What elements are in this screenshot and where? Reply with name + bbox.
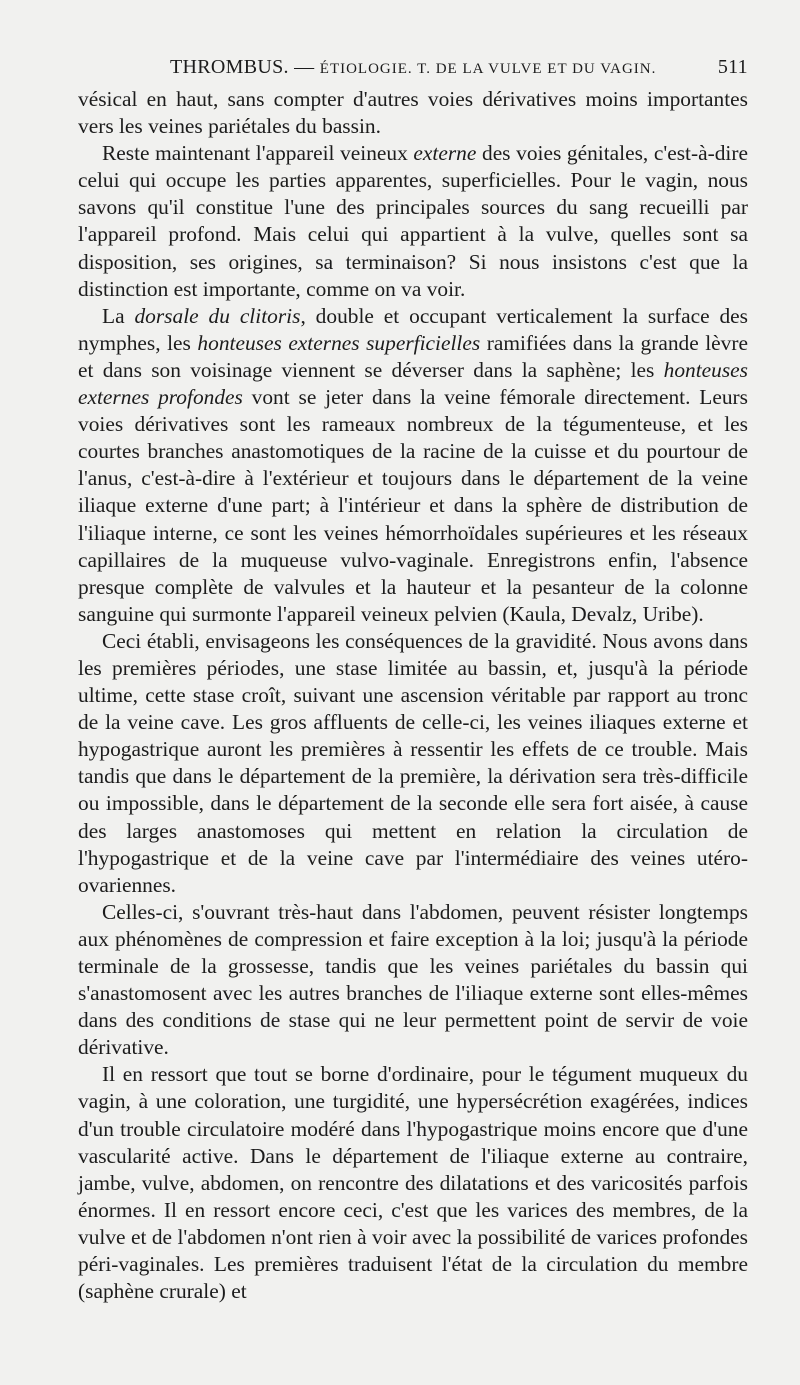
italic-term: dorsale du clitoris bbox=[134, 303, 301, 328]
paragraph bbox=[78, 86, 748, 140]
paragraph bbox=[78, 899, 748, 1062]
running-title-sub: ÉTIOLOGIE. T. DE LA VULVE ET DU VAGIN. bbox=[319, 61, 657, 77]
text-run: La bbox=[102, 303, 135, 328]
text-run: , double et occupant verticalement la surface des nymphes, les bbox=[78, 303, 748, 355]
italic-term: honteuses externes profondes bbox=[78, 357, 748, 410]
text-run: ramifiées dans la grande lèvre et dans son voisinage viennent se déverser dans la saphène; les bbox=[78, 330, 748, 382]
italic-term: honteuses externes superficielles bbox=[197, 330, 481, 355]
paragraph bbox=[78, 1061, 748, 1305]
text-run: Celles-ci, s'ouvrant très-haut dans l'abdomen, peuvent résister longtemps aux phénomènes de compression et faire exception à la loi; jusqu'à la période terminale de la grossesse, tandis que les veines pariétales du bassin qui s'anastomosent avec les autres branches de l'iliaque externe sont elles-mêmes dans des conditions de stase qui ne leur permettent point de servir de voie dérivative. bbox=[78, 899, 748, 1060]
text-run: des voies génitales, c'est-à-dire celui qui occupe les parties apparentes, superficielles. Pour le vagin, nous savons qu'il constitue l'une des principales sources du sang recueilli par l'appareil profond. Mais celui qui appartient à la vulve, quelles sont sa disposition, ses origines, sa terminaison? Si nous insistons c'est que la distinction est importante, comme on va voir. bbox=[78, 141, 748, 301]
italic-term: externe bbox=[413, 141, 477, 166]
text-run: vésical en haut, sans compter d'autres voies dérivatives moins importantes vers les veines pariétales du bassin. bbox=[78, 87, 748, 139]
running-title-dash: — bbox=[294, 56, 315, 78]
paragraph bbox=[78, 140, 748, 303]
body-text bbox=[78, 86, 748, 1305]
paragraph bbox=[78, 628, 748, 899]
page-number: 511 bbox=[717, 56, 748, 78]
running-title-main: THROMBUS. bbox=[170, 56, 289, 78]
running-head bbox=[78, 56, 748, 86]
text-run: vont se jeter dans la veine fémorale directement. Leurs voies dérivatives sont les rameaux nombreux de la tégumenteuse, et les courtes branches anastomotiques de la racine de la cuisse et du pourtour de l'anus, c'est-à-dire à l'extérieur et toujours dans le département de la veine iliaque externe d'une part; à l'intérieur et dans la sphère de distribution de l'iliaque interne, ce sont les veines hémorrhoïdales supérieures et les réseaux capillaires de la muqueuse vulvo-vaginale. Enregistrons enfin, l'absence presque complète de valvules et la hauteur et la pesanteur de la colonne sanguine qui surmonte l'appareil veineux pelvien (Kaula, Devalz, Uribe). bbox=[78, 385, 748, 626]
text-run: Il en ressort que tout se borne d'ordinaire, pour le tégument muqueux du vagin, à une coloration, une turgidité, une hypersécrétion exagérées, indices d'un trouble circulatoire modéré dans l'hypogastrique moins encore que d'une vascularité active. Dans le département de l'iliaque externe au contraire, jambe, vulve, abdomen, on rencontre des dilatations et des varicosités parfois énormes. Il en ressort encore ceci, c'est que les varices des membres, de la vulve et de l'abdomen n'ont rien à voir avec la possibilité de varices profondes péri-vaginales. Les premières traduisent l'état de la circulation du membre (saphène crurale) et bbox=[78, 1062, 748, 1304]
text-run: Reste maintenant l'appareil veineux bbox=[102, 141, 414, 166]
text-run: Ceci établi, envisageons les conséquences de la gravidité. Nous avons dans les premières périodes, une stase limitée au bassin, et, jusqu'à la période ultime, cette stase croît, suivant une ascension véritable par rapport au tronc de la veine cave. Les gros affluents de celle-ci, les veines iliaques externe et hypogastrique auront les premières à ressentir les effets de ce trouble. Mais tandis que dans le département de la première, la dérivation sera très-difficile ou impossible, dans le département de la seconde elle sera fort aisée, à cause des larges anastomoses qui mettent en relation la circulation de l'hypogastrique et de la veine cave par l'intermédiaire des veines utéro-ovariennes. bbox=[78, 628, 748, 897]
paragraph bbox=[78, 303, 748, 628]
running-title bbox=[170, 56, 656, 79]
